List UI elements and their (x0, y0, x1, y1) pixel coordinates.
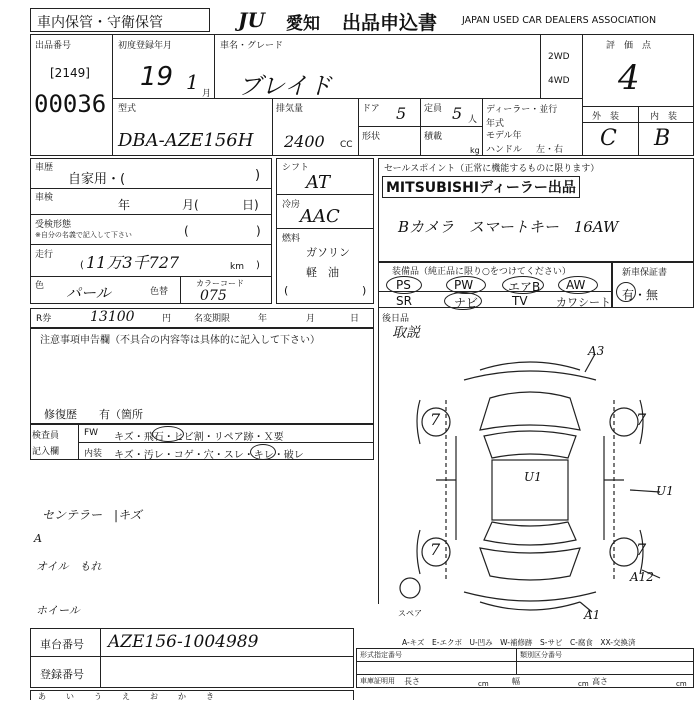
load-label: 積載 (424, 132, 443, 142)
inspection-label: 車検 (35, 193, 54, 203)
first-reg-label: 初度登録年月 (118, 41, 173, 51)
receipt-label: 受検形態 (35, 220, 72, 230)
sales-point-badge: MITSUBISHIディーラー出品 (382, 176, 580, 198)
car-name-value: ブレイド (238, 72, 332, 100)
fuel-open: ( (284, 284, 289, 297)
rear-window (484, 522, 576, 545)
fw-items: キズ・飛石・ヒビ割・リペア跡・Ｘ要 (114, 432, 284, 443)
mileage-label: 走行 (35, 250, 54, 260)
interior-check-label: 内装 (84, 449, 103, 459)
cm-3: cm (676, 680, 687, 688)
rear-bumper (464, 592, 596, 601)
exterior-label: 外 装 (592, 112, 620, 122)
capacity-unit: 人 (468, 115, 478, 125)
rear-seat-value: 取説 (392, 325, 420, 341)
circle-aw (558, 276, 598, 294)
left-rear-fender (417, 530, 420, 574)
storage-label: 車内保管・守衛保管 (37, 15, 163, 31)
bottom-kana-4: え (122, 692, 130, 701)
width-label: 幅 (512, 677, 520, 686)
equip-tv: TV (512, 294, 528, 308)
color-exchange-label: 色替 (150, 287, 169, 297)
color-value: パール (66, 284, 111, 302)
transfer-month: 月 (306, 314, 316, 324)
mileage-open: ( (80, 260, 84, 271)
mileage-value: 11万3千727 (86, 253, 180, 272)
lot-bracket-number: [2149] (50, 66, 90, 80)
dealer-label: ディーラー・並行 (486, 105, 558, 115)
cert-label: 車庫証明用 (360, 677, 395, 685)
interior-check-items: キズ・汚レ・コゲ・穴・スレ・キレ・破レ (114, 450, 304, 461)
lot-number: 00036 (34, 90, 107, 118)
bottom-kana-7: き (206, 692, 214, 701)
color-label: 色 (35, 281, 45, 291)
tire-mark-1: 7 (430, 410, 441, 429)
recycle-value: 13100 (90, 309, 135, 325)
handwritten-note-1: センテラー |キズ (42, 508, 142, 522)
circle-chip (152, 426, 184, 442)
bottom-kana-2: い (66, 692, 74, 701)
tire-mark-3: 7 (430, 540, 441, 559)
history-label: 車歴 (35, 163, 54, 173)
inspector-label-1: 検査員 (32, 431, 60, 441)
ju-logo (238, 8, 284, 32)
shift-label: シフト (282, 163, 310, 173)
tire-mark-4: 7 (636, 540, 647, 559)
equip-sr: SR (396, 294, 412, 308)
handwritten-note-3: オイル もれ (36, 560, 102, 573)
bottom-kana-1: あ (38, 692, 46, 701)
windshield (484, 431, 576, 458)
inspector-label-2: 記入欄 (32, 447, 60, 457)
mileage-unit: km (230, 262, 244, 272)
equipment-label: 装備品（純正品に限り○をつけてください） (392, 267, 571, 277)
logo-mark: JU (238, 8, 265, 32)
mark-a1: A1 (584, 608, 601, 622)
chassis-label: 車台番号 (40, 638, 84, 651)
ac-label: 冷房 (282, 200, 301, 210)
transfer-label: 名変期限 (194, 314, 231, 324)
designated-label: 形式指定番号 (360, 651, 402, 659)
warranty-label: 新車保証書 (622, 268, 668, 278)
fw-label: FW (84, 428, 99, 438)
org-english: JAPAN USED CAR DEALERS ASSOCIATION (462, 15, 657, 26)
transfer-year: 年 (258, 314, 268, 324)
bottom-kana-3: う (94, 692, 102, 701)
rating-label: 評 価 点 (606, 41, 652, 51)
equip-airbag: エアB (508, 280, 541, 294)
front-bumper (480, 362, 580, 370)
cm-2: cm (578, 680, 589, 688)
displacement-label: 排気量 (276, 104, 304, 114)
first-reg-year: 19 (140, 62, 174, 92)
fuel-close: ) (362, 284, 367, 297)
left-front-fender (417, 400, 420, 444)
chassis-value: AZE156-1004989 (108, 632, 259, 652)
handwritten-note-2: A (34, 532, 42, 545)
shape-label: 形状 (362, 132, 381, 142)
spare-tire (400, 578, 420, 598)
hood (480, 392, 580, 430)
receipt-note: ※自分の名義で記入して下さい (35, 231, 132, 239)
warranty-options: 有・無 (622, 288, 659, 302)
mark-a3: A3 (588, 344, 605, 358)
model-year-label: モデル年 (486, 131, 522, 141)
mark-u1-center: U1 (524, 470, 542, 484)
lot-label: 出品番号 (35, 41, 72, 51)
first-reg-month-unit: 月 (202, 89, 212, 99)
fuel-option-2: 軽 油 (306, 266, 339, 279)
interior-label: 内 装 (650, 112, 678, 122)
registration-label: 登録番号 (40, 668, 84, 681)
doors-label: ドア (362, 104, 380, 114)
equip-pw: PW (454, 278, 474, 292)
interior-grade: B (654, 126, 671, 151)
mark-a12: A12 (630, 570, 654, 584)
fuel-option-1: ガソリン (306, 246, 350, 259)
transfer-day: 日 (350, 314, 360, 324)
history-close: ) (255, 168, 261, 183)
load-unit: kg (470, 146, 480, 155)
category-label: 類別区分番号 (520, 651, 562, 659)
color-code-value: 075 (200, 288, 227, 304)
mileage-close: ) (256, 260, 260, 271)
color-code-label: カラーコード (196, 279, 244, 288)
recycle-label: R券 (36, 314, 52, 324)
equip-ps: PS (396, 278, 411, 292)
equip-aw: AW (566, 278, 586, 292)
capacity-label: 定員 (424, 104, 443, 114)
bottom-row (30, 690, 354, 700)
recycle-unit: 円 (162, 314, 172, 324)
spare-label: スペア (398, 609, 422, 618)
circle-airbag (502, 276, 544, 294)
sales-point-label: セールスポイント（正常に機能するものに限ります） (384, 164, 600, 174)
tire-rear-right (610, 538, 638, 566)
circle-navi (444, 292, 482, 310)
doors-value: 5 (396, 104, 407, 123)
form-title: 出品申込書 (342, 12, 438, 34)
capacity-value: 5 (452, 104, 463, 123)
circle-ps (386, 276, 422, 294)
handwritten-note-4: ホイール (36, 604, 80, 617)
height-label: 高さ (592, 677, 608, 686)
drive-4wd: 4WD (548, 76, 570, 86)
inspection-year: 年 (118, 198, 131, 212)
shift-value: AT (306, 172, 331, 193)
receipt-open: ( (184, 224, 189, 238)
circle-scuff (250, 444, 276, 460)
repair-history: 修復歴 有（箇所 (44, 408, 143, 421)
history-value: 自家用・( (68, 172, 126, 187)
rating-score: 4 (618, 58, 640, 98)
notes-label: 注意事項申告欄（不具合の内容等は具体的に記入して下さい） (40, 335, 320, 346)
model-label: 型式 (118, 104, 137, 114)
year-label: 年式 (486, 119, 505, 129)
displacement-unit: CC (340, 140, 353, 150)
damage-legend: A-キズ E-エクボ U-凹み W-補修跡 S-サビ C-腐食 XX-交換済 (402, 638, 636, 647)
length-label: 長さ (404, 677, 420, 686)
ac-value: AAC (300, 206, 340, 227)
handle-options: 左・右 (536, 145, 564, 155)
equip-navi: ナビ (454, 296, 479, 310)
drive-2wd: 2WD (548, 52, 570, 62)
sales-point-value: Bカメラ スマートキー 16AW (398, 218, 619, 236)
bottom-kana-5: お (150, 692, 158, 701)
circle-warranty-yes (616, 282, 636, 302)
mark-u1-right: U1 (656, 484, 674, 498)
fuel-label: 燃料 (282, 234, 301, 244)
car-diagram (380, 340, 694, 630)
inspection-month: 月( (182, 198, 199, 212)
car-name-label: 車名・グレード (220, 41, 284, 51)
bottom-kana-6: か (178, 692, 186, 701)
rear-seat-label: 後日品 (382, 314, 410, 324)
tire-mark-2: 7 (636, 410, 647, 429)
inspection-day: 日) (242, 198, 259, 212)
org-name: 愛知 (286, 14, 320, 34)
equip-leather: カワシート (556, 296, 611, 309)
storage-box (30, 8, 210, 32)
displacement-value: 2400 (284, 132, 325, 151)
handle-label: ハンドル (486, 145, 523, 155)
first-reg-month: 1 (186, 70, 199, 94)
exterior-grade: C (600, 126, 617, 151)
roof (492, 460, 568, 520)
trunk (480, 548, 580, 580)
model-value: DBA-AZE156H (118, 130, 254, 151)
receipt-close: ) (256, 224, 261, 238)
cm-1: cm (478, 680, 489, 688)
